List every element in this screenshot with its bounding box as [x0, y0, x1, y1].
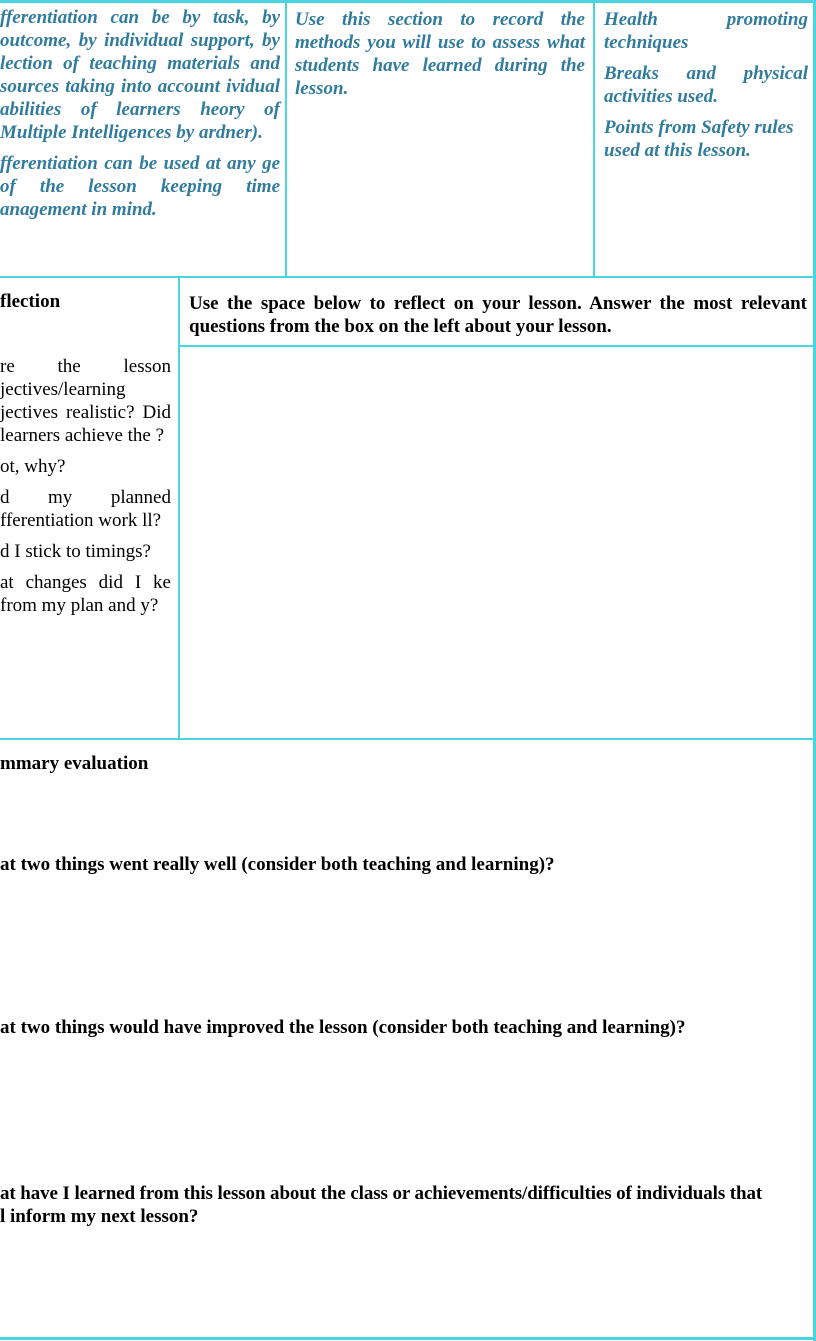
divider-instruction — [179, 345, 816, 347]
divider-top-1 — [285, 0, 287, 277]
summary-question-learned — [0, 1182, 810, 1228]
border-top — [0, 0, 816, 3]
reflection-response-area[interactable] — [185, 352, 809, 732]
health-safety-cell — [604, 8, 808, 170]
health-text-3: Points from Safety rules used at this lesson. — [604, 117, 794, 161]
reflection-question: ot, why? — [0, 456, 66, 477]
summary-question-learned-line-2: l inform my next lesson? — [0, 1206, 199, 1227]
reflection-heading: flection — [0, 291, 61, 312]
summary-heading: mmary evaluation — [0, 753, 149, 774]
reflection-question: d my planned fferentiation work ll? — [0, 487, 171, 531]
reflection-questions — [0, 355, 171, 625]
divider-row-2 — [0, 738, 816, 740]
divider-top-2 — [593, 0, 595, 277]
summary-question-improved: at two things would have improved the lesson (consider both teaching and learning)? — [0, 1017, 686, 1038]
answer-area-learned[interactable] — [0, 1232, 808, 1332]
divider-row-1 — [0, 276, 816, 278]
health-text-2: Breaks and physical activities used. — [604, 63, 808, 107]
assessment-cell — [295, 8, 585, 108]
reflection-question: at changes did I ke from my plan and y? — [0, 572, 171, 616]
reflection-question: d I stick to timings? — [0, 541, 151, 562]
summary-question-learned-line-1: at have I learned from this lesson about the class or achievements/difficulties of individuals that — [0, 1183, 763, 1204]
differentiation-cell — [0, 6, 280, 229]
reflection-instruction: Use the space below to reflect on your lesson. Answer the most relevant questions from the box on the left about your lesson. — [189, 293, 807, 337]
border-bottom — [0, 1337, 816, 1340]
answer-area-improved[interactable] — [0, 1043, 808, 1173]
assessment-text: Use this section to record the methods you will use to assess what students have learned during the lesson. — [295, 9, 585, 99]
answer-area-went-well[interactable] — [0, 880, 808, 1010]
differentiation-text-2: fferentiation can be used at any ge of the lesson keeping time anagement in mind. — [0, 153, 280, 220]
differentiation-text-1: fferentiation can be by task, by outcome, by individual support, by lection of teaching materials and sources taking into account ividual abilities of learners heory of Multiple Intelligences by ardner). — [0, 7, 280, 143]
reflection-question: re the lesson jectives/learning jectives realistic? Did learners achieve the ? — [0, 356, 171, 446]
health-text-1: Health promoting techniques — [604, 9, 808, 53]
summary-question-went-well: at two things went really well (consider both teaching and learning)? — [0, 854, 555, 875]
